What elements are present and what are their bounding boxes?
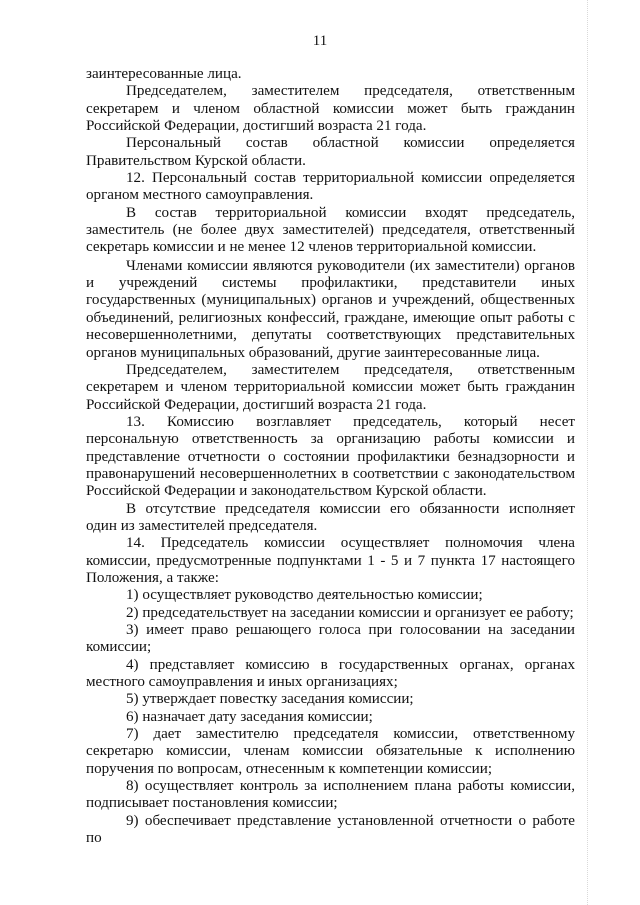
paragraph: Председателем, заместителем председателя, ответственным секретарем и членом территориальной комиссии может быть гражданин Российской Федерации, достигший возраста 21 года. bbox=[86, 361, 575, 413]
list-item: 5) утверждает повестку заседания комиссии; bbox=[126, 691, 414, 708]
list-item: 1) осуществляет руководство деятельностью комиссии; bbox=[126, 587, 483, 604]
document-body bbox=[86, 66, 575, 847]
page-number: 11 bbox=[312, 33, 328, 49]
paragraph: В состав территориальной комиссии входят председатель, заместитель (не более двух заместителей) председателя, ответственный секретарь комиссии и не менее 12 членов территориальной комиссии. bbox=[86, 204, 575, 256]
paragraph: 14. Председатель комиссии осуществляет полномочия члена комиссии, предусмотренные подпунктами 1 - 5 и 7 пункта 17 настоящего Положения, а также: bbox=[86, 535, 575, 586]
list-item: 6) назначает дату заседания комиссии; bbox=[126, 708, 373, 725]
paragraph: Персональный состав областной комиссии определяется Правительством Курской области. bbox=[86, 135, 575, 169]
list-item: 4) представляет комиссию в государственных органах, органах местного самоуправления и иных организациях; bbox=[86, 656, 575, 691]
paragraph: 12. Персональный состав территориальной комиссии определяется органом местного самоуправления. bbox=[86, 170, 575, 204]
paragraph: Председателем, заместителем председателя, ответственным секретарем и членом областной комиссии может быть гражданин Российской Федерации, достигший возраста 21 года. bbox=[86, 83, 575, 135]
paragraph: В отсутствие председателя комиссии его обязанности исполняет один из заместителей председателя. bbox=[86, 500, 575, 534]
paragraph: 13. Комиссию возглавляет председатель, который несет персональную ответственность за организацию работы комиссии и представление отчетности о состоянии профилактики безнадзорности и правонарушений несовершеннолетних в соответствии с законодательством Российской Федерации и законодательством Курской области. bbox=[86, 413, 575, 500]
list-item: 9) обеспечивает представление установленной отчетности о работе по bbox=[86, 812, 575, 847]
paragraph: Членами комиссии являются руководители (их заместители) органов и учреждений системы профилактики, представители иных государственных (муниципальных) органов и учреждений, общественных объединений, религиозных конфессий, граждане, имеющие опыт работы с несовершеннолетними, депутаты соответствующих представительных органов муниципальных образований, другие заинтересованные лица. bbox=[86, 257, 575, 361]
list-item: 3) имеет право решающего голоса при голосовании на заседании комиссии; bbox=[86, 622, 575, 656]
list-item: 2) председательствует на заседании комиссии и организует ее работу; bbox=[126, 604, 574, 621]
scan-edge-line bbox=[587, 0, 588, 905]
paragraph: заинтересованные лица. bbox=[86, 66, 242, 82]
list-item: 8) осуществляет контроль за исполнением плана работы комиссии, подписывает постановления комиссии; bbox=[86, 778, 575, 812]
list-item: 7) дает заместителю председателя комиссии, ответственному секретарю комиссии, членам комиссии обязательные к исполнению поручения по вопросам, отнесенным к компетенции комиссии; bbox=[86, 726, 575, 777]
